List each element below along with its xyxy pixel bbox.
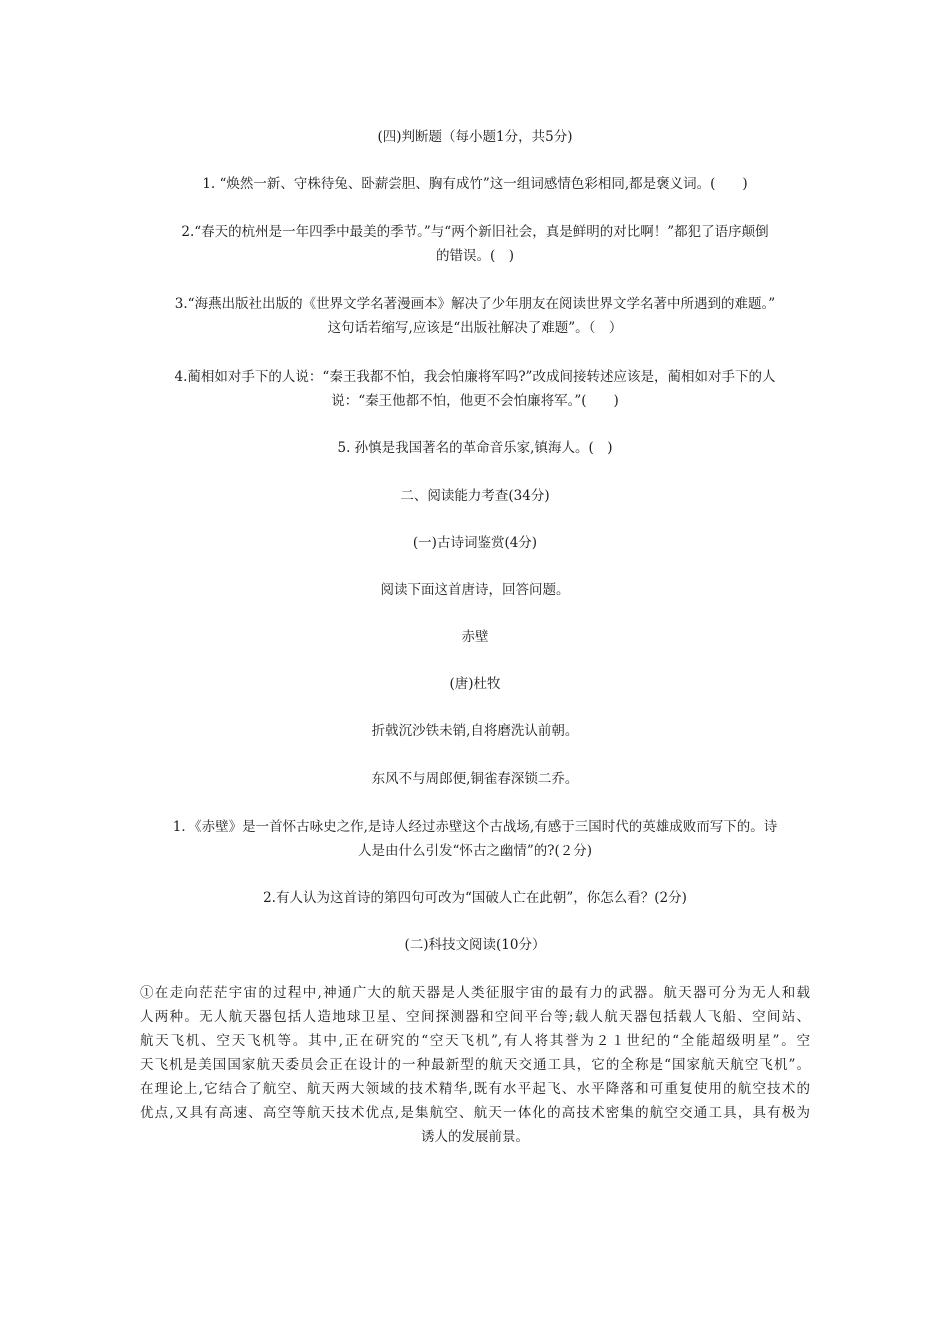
poetry-instruction: 阅读下面这首唐诗，回答问题。 [380,582,570,598]
science-paragraph-line: 优点,又具有高速、高空等航天技术优点,是集航空、航天一体化的高技术密集的航空交通工具，具有极为 [140,1105,810,1121]
science-paragraph-line: ①在走向茫茫宇宙的过程中,神通广大的航天器是人类征服宇宙的最有力的武器。航天器可分为无人和载 [140,985,810,1001]
judgement-question-2-line-2: 的错误。( ) [435,248,515,264]
poem-line-1: 折戟沉沙铁未销,自将磨洗认前朝。 [371,723,579,739]
judgement-question-1: 1. “焕然一新、守株待兔、卧薪尝胆、胸有成竹”这一组词感情色彩相同,都是褒义词。( ) [202,176,748,192]
poem-author: (唐)杜牧 [449,676,501,692]
judgement-question-3-line-1: 3.“海燕出版社出版的《世界文学名著漫画本》解决了少年朋友在阅读世界文学名著中所遇到的难题。” [174,296,776,312]
science-reading-heading: (二)科技文阅读(10分） [404,937,546,953]
poem-line-2: 东风不与周郎便,铜雀春深锁二乔。 [371,771,579,787]
judgement-question-5: 5. 孙慎是我国著名的革命音乐家,镇海人。( ) [337,440,613,456]
judgement-question-3-line-2: 这句话若缩写,应该是“出版社解决了难题”。（ ） [327,320,623,336]
science-paragraph-line: 航天飞机、空天飞机等。其中,正在研究的“空天飞机”,有人将其誉为２１世纪的“全能超级明星”。空 [140,1033,810,1049]
science-paragraph-line: 诱人的发展前景。 [421,1129,529,1145]
judgement-question-2-line-1: 2.“春天的杭州是一年四季中最美的季节。”与“两个新旧社会，真是鲜明的对比啊！”都犯了语序颠倒 [181,224,769,240]
poetry-question-1-line-1: 1．《赤壁》是一首怀古咏史之作,是诗人经过赤壁这个古战场,有感于三国时代的英雄成败而写下的。诗 [172,819,778,835]
science-paragraph-1 [140,981,810,1149]
poetry-question-2: 2.有人认为这首诗的第四句可改为“国破人亡在此朝”，你怎么看？(2分) [263,890,687,906]
science-paragraph-line: 在理论上,它结合了航空、航天两大领域的技术精华,既有水平起飞、水平降落和可重复使用的航空技术的 [140,1081,810,1097]
poem-title: 赤壁 [461,629,489,645]
poetry-heading: (一)古诗词鉴赏(4分) [412,535,538,551]
reading-section-heading: 二、阅读能力考查(34分) [400,488,550,504]
poetry-question-1-line-2: 人是由什么引发“怀古之幽情”的?(２分) [357,843,593,859]
science-paragraph-line: 人两种。无人航天器包括人造地球卫星、空间探测器和空间平台等;载人航天器包括载人飞船、空间站、 [140,1009,810,1025]
judgement-question-4-line-1: 4.蔺相如对手下的人说：“秦王我都不怕，我会怕廉将军吗?”改成间接转述应该是，蔺相如对手下的人 [174,369,776,385]
judgement-question-4-line-2: 说：“秦王他都不怕，他更不会怕廉将军。”( ) [331,393,619,409]
judgement-section-heading: (四)判断题（每小题1分，共5分) [377,129,573,145]
science-paragraph-line: 天飞机是美国国家航天委员会正在设计的一种最新型的航天交通工具，它的全称是“国家航天航空飞机”。 [140,1057,810,1073]
